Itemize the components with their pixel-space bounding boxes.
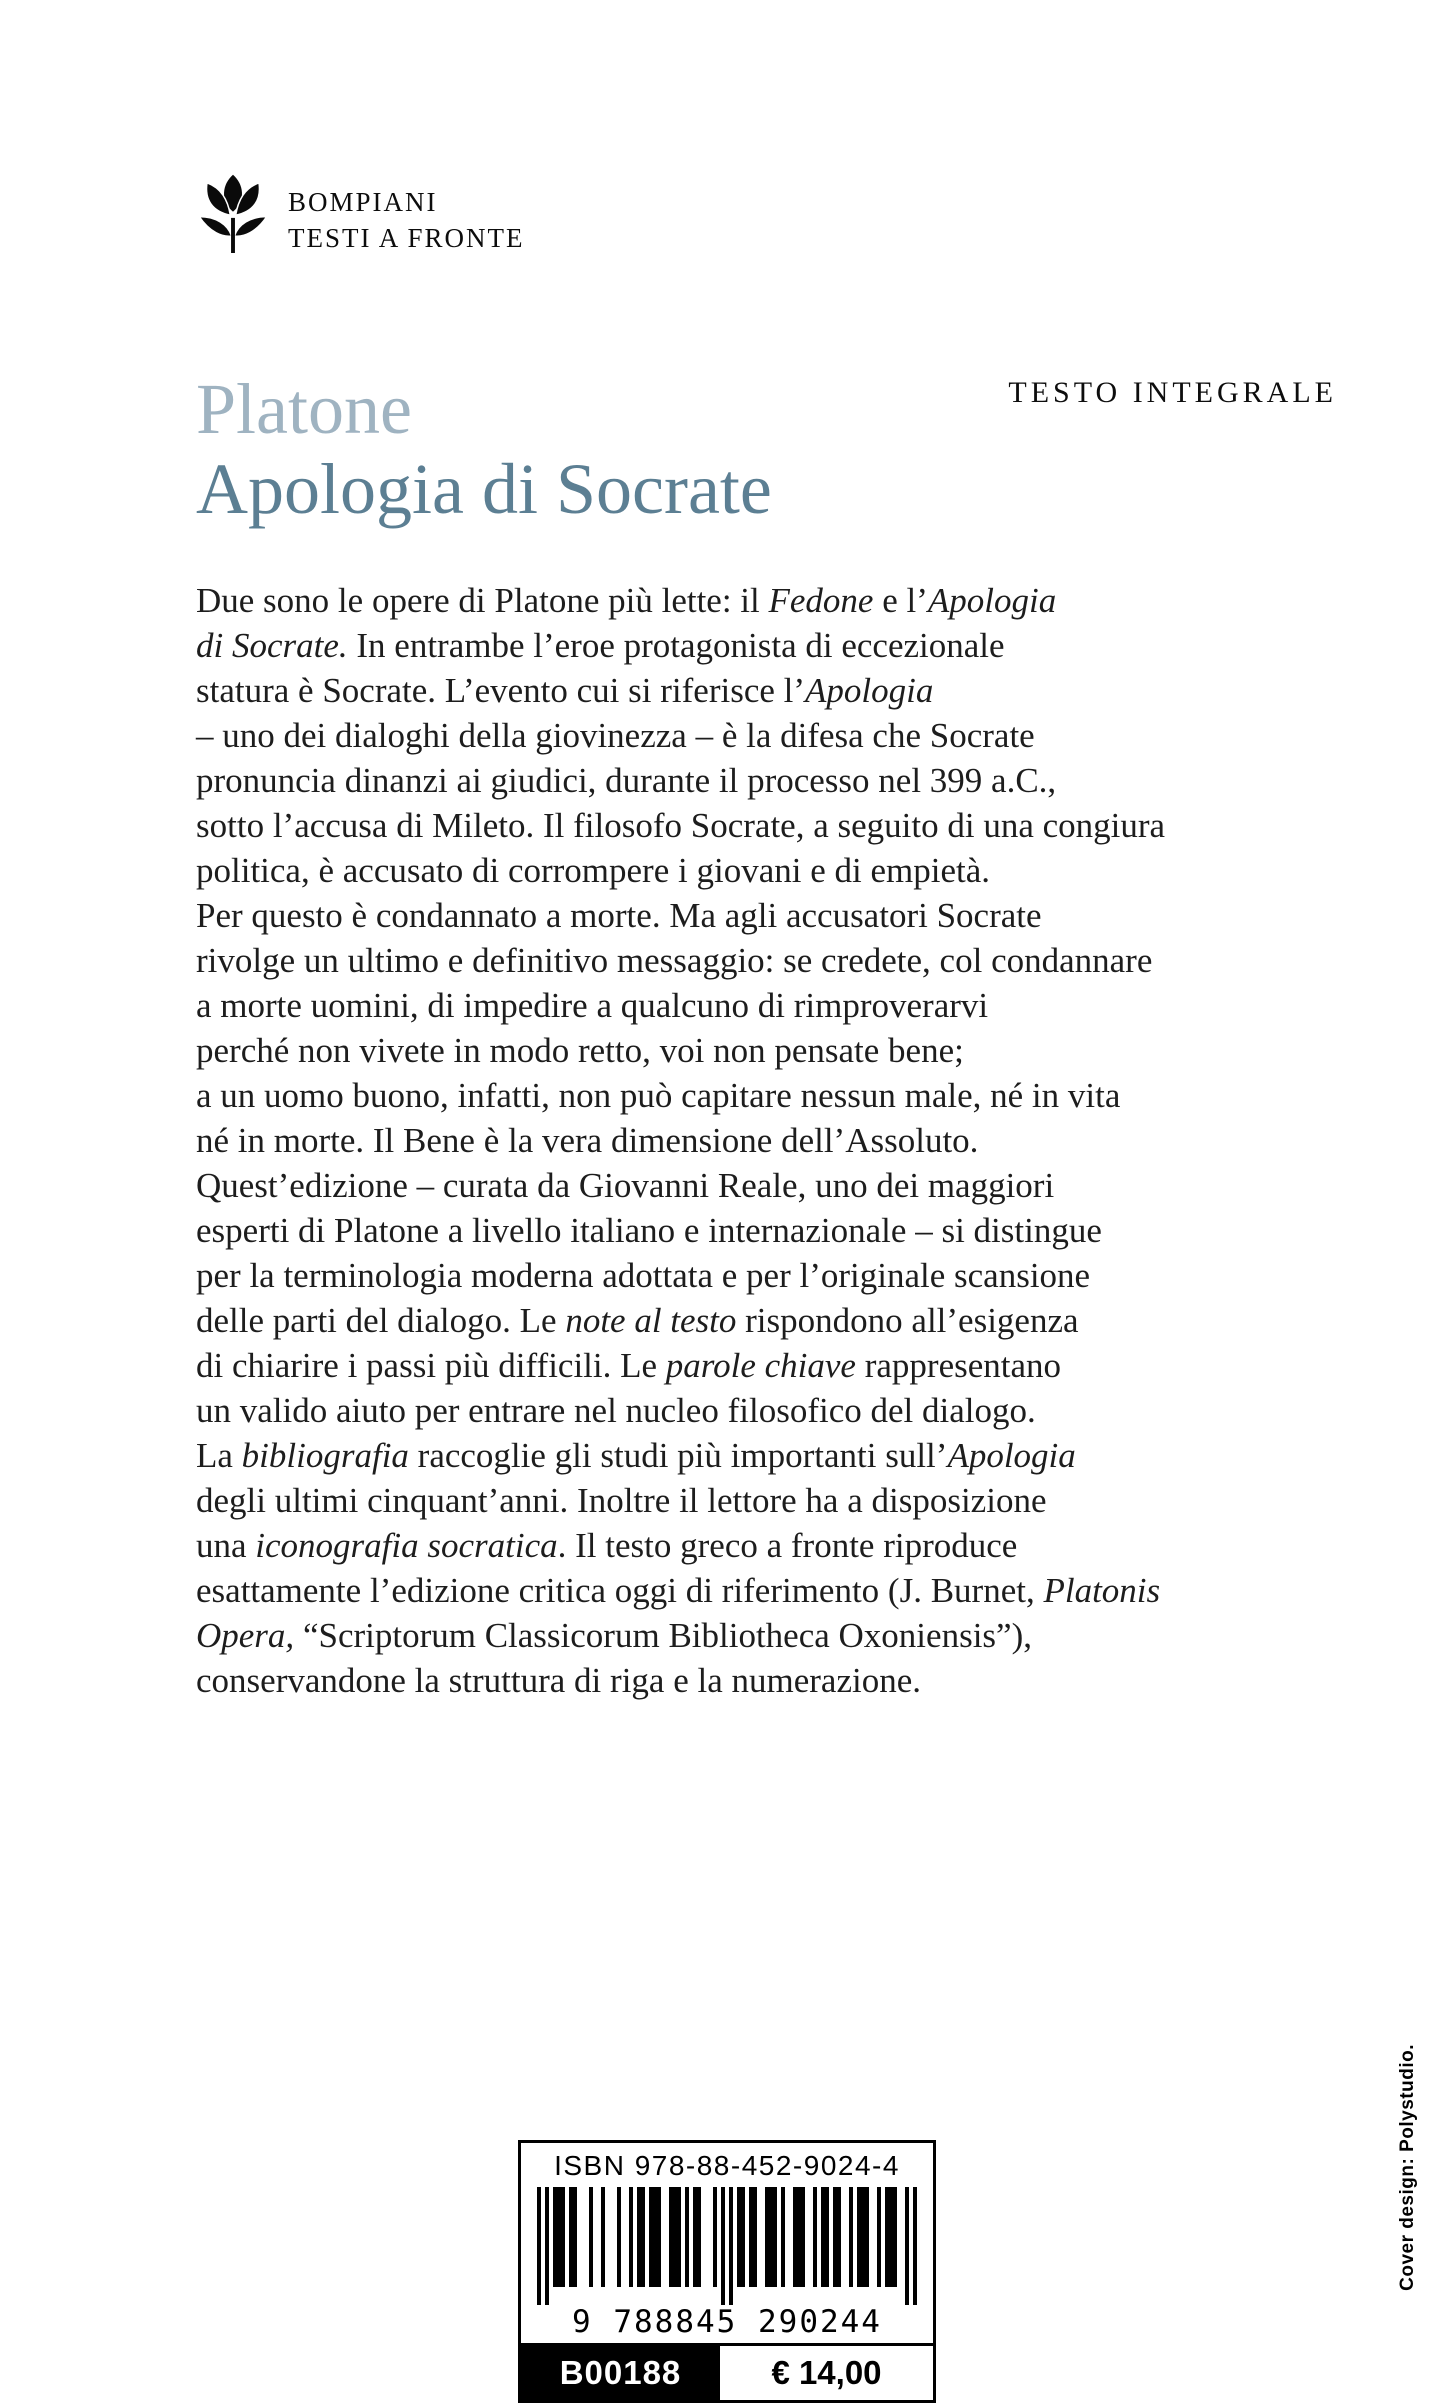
product-code: B00188 [521, 2346, 720, 2400]
blurb-line: un valido aiuto per entrare nel nucleo filosofico del dialogo. [196, 1391, 1036, 1430]
blurb-line: Opera, “Scriptorum Classicorum Bibliotheca Oxoniensis”), [196, 1616, 1032, 1655]
blurb-line: a un uomo buono, infatti, non può capitare nessun male, né in vita [196, 1076, 1121, 1115]
publisher-name-block [288, 170, 525, 256]
blurb-line: esattamente l’edizione critica oggi di riferimento (J. Burnet, Platonis [196, 1571, 1161, 1610]
publisher-series: TESTI A FRONTE [288, 223, 525, 253]
blurb-line: conservandone la struttura di riga e la numerazione. [196, 1661, 921, 1700]
blurb-line: Quest’edizione – curata da Giovanni Reale, uno dei maggiori [196, 1166, 1055, 1205]
blurb-line: per la terminologia moderna adottata e per l’originale scansione [196, 1256, 1091, 1295]
blurb-line: esperti di Platone a livello italiano e internazionale – si distingue [196, 1211, 1102, 1250]
price-label: € 14,00 [720, 2346, 933, 2400]
blurb-line: una iconografia socratica. Il testo greco a fronte riproduce [196, 1526, 1018, 1565]
blurb-text [196, 578, 1165, 1703]
blurb-line: delle parti del dialogo. Le note al testo rispondono all’esigenza [196, 1301, 1079, 1340]
isbn-label: ISBN 978-88-452-9024-4 [554, 2150, 900, 2181]
blurb-line: – uno dei dialoghi della giovinezza – è la difesa che Socrate [196, 716, 1035, 755]
price-strip [518, 2346, 936, 2403]
publisher-brand [194, 170, 525, 258]
barcode-block [518, 2140, 936, 2403]
blurb-line: La bibliografia raccoglie gli studi più importanti sull’Apologia [196, 1436, 1076, 1475]
blurb-line: politica, è accusato di corrompere i giovani e di empietà. [196, 851, 990, 890]
author-name: Platone [196, 369, 412, 449]
blurb-line: Due sono le opere di Platone più lette: il Fedone e l’Apologia [196, 581, 1057, 620]
cover-design-credit: Cover design: Polystudio. [1397, 2044, 1418, 2291]
bompiani-logo-icon [194, 170, 272, 258]
isbn-box [518, 2140, 936, 2346]
blurb-line: di Socrate. In entrambe l’eroe protagonista di eccezionale [196, 626, 1005, 665]
barcode-image [537, 2187, 917, 2305]
blurb-line: statura è Socrate. L’evento cui si riferisce l’Apologia [196, 671, 934, 710]
blurb-line: a morte uomini, di impedire a qualcuno di rimproverarvi [196, 986, 989, 1025]
blurb-line: rivolge un ultimo e definitivo messaggio: se credete, col condannare [196, 941, 1153, 980]
book-title: Apologia di Socrate [196, 449, 772, 529]
blurb-line: degli ultimi cinquant’anni. Inoltre il lettore ha a disposizione [196, 1481, 1047, 1520]
barcode-digits: 9 788845 290244 [572, 2304, 882, 2340]
publisher-name: BOMPIANI [288, 187, 438, 217]
edition-note: TESTO INTEGRALE [1008, 376, 1337, 409]
blurb-line: perché non vivete in modo retto, voi non pensate bene; [196, 1031, 964, 1070]
blurb-line: pronuncia dinanzi ai giudici, durante il processo nel 399 a.C., [196, 761, 1057, 800]
blurb-line: di chiarire i passi più difficili. Le parole chiave rappresentano [196, 1346, 1062, 1385]
blurb-line: Per questo è condannato a morte. Ma agli accusatori Socrate [196, 896, 1042, 935]
blurb-line: né in morte. Il Bene è la vera dimensione dell’Assoluto. [196, 1121, 979, 1160]
blurb-line: sotto l’accusa di Mileto. Il filosofo Socrate, a seguito di una congiura [196, 806, 1166, 845]
